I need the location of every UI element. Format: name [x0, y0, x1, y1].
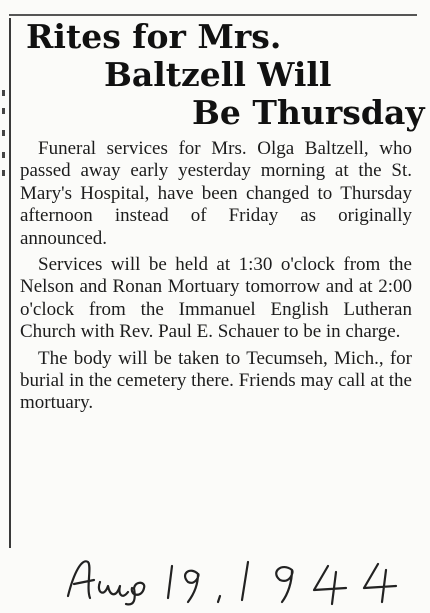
article-paragraph: Funeral services for Mrs. Olga Baltzell, who passed away early yesterday morning at the St. Mary's Hospital, have been changed to Thursday afternoon instead of Friday as originally announced.: [20, 138, 412, 249]
headline-line-3: Be Thursday: [192, 93, 425, 132]
handwritten-date-drawing: [60, 552, 420, 607]
clipping-edge-marks: [0, 90, 8, 180]
headline-line-1: Rites for Mrs.: [26, 17, 282, 56]
headline-line-2: Baltzell Will: [104, 55, 332, 94]
article-paragraph: Services will be held at 1:30 o'clock from the Nelson and Ronan Mortuary tomorrow and at 2:00 o'clock from the Immanuel English Lutheran Church with Rev. Paul E. Schauer to be in charge.: [20, 254, 412, 343]
article-paragraph: The body will be taken to Tecumseh, Mich., for burial in the cemetery there. Friends may call at the mortuary.: [20, 347, 412, 414]
handwritten-date: [60, 552, 420, 607]
article-body: [20, 138, 412, 419]
clipping-top-edge: [9, 14, 417, 16]
article-headline: [18, 17, 425, 132]
clipping-left-edge: [9, 18, 11, 548]
